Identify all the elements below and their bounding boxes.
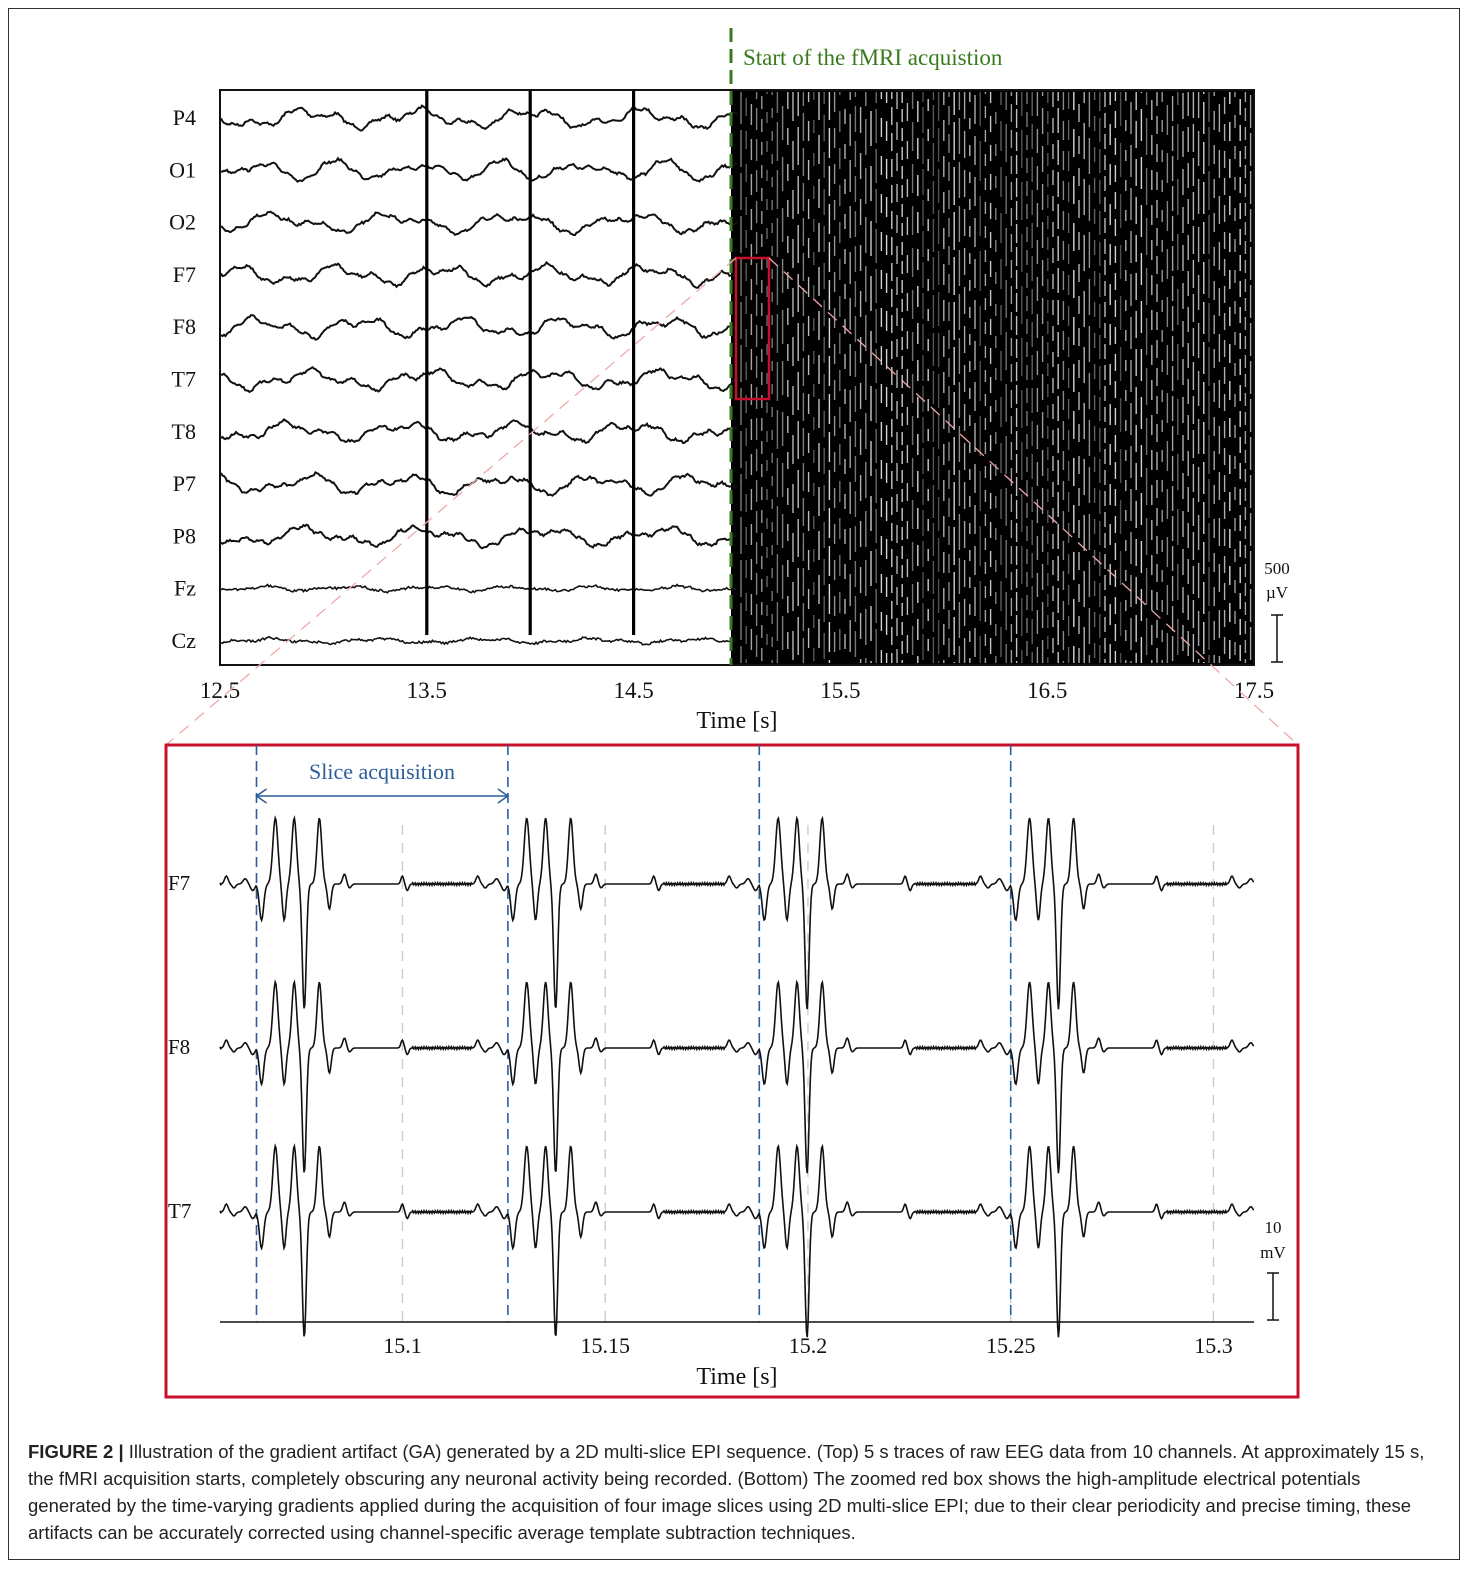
slice-acquisition-label: Slice acquisition — [308, 759, 456, 784]
x-tick-label: 14.5 — [613, 678, 654, 703]
zoom-channel-label: T7 — [168, 1199, 192, 1223]
fmri-onset-label: Start of the fMRI acquistion — [743, 45, 1003, 70]
gradient-spikes — [427, 90, 634, 635]
zoom-link-left — [166, 258, 736, 745]
top-eeg-chart — [169, 28, 1290, 734]
channel-label: O2 — [169, 209, 196, 235]
top-scale-unit: µV — [1265, 583, 1289, 602]
channel-label: T7 — [171, 366, 196, 392]
eeg-trace — [221, 212, 737, 235]
eeg-trace — [221, 262, 737, 287]
x-tick-label: 16.5 — [1027, 678, 1068, 703]
x-tick-label: 12.5 — [199, 678, 241, 703]
x-tick-label: 13.5 — [406, 678, 447, 703]
channel-label: F7 — [172, 261, 196, 287]
caption-label: FIGURE 2 | — [28, 1441, 124, 1462]
channel-label: Cz — [171, 627, 196, 653]
top-scale-bar — [1264, 559, 1290, 662]
channel-label: F8 — [172, 314, 196, 340]
bottom-x-axis-label: Time [s] — [696, 1364, 778, 1390]
zoom-x-tick-label: 15.3 — [1194, 1333, 1233, 1358]
channel-label: P8 — [172, 523, 196, 549]
channel-label: T8 — [171, 418, 196, 444]
zoom-x-tick-label: 15.2 — [788, 1333, 828, 1358]
zoom-x-tick-label: 15.25 — [985, 1333, 1036, 1358]
eeg-trace — [221, 420, 737, 444]
channel-labels — [169, 105, 196, 653]
zoom-x-tick-label: 15.1 — [383, 1333, 422, 1358]
eeg-trace — [221, 585, 737, 593]
eeg-trace — [221, 525, 737, 549]
top-scale-value: 500 — [1264, 559, 1290, 578]
eeg-traces — [221, 106, 737, 645]
eeg-trace — [221, 106, 737, 131]
bottom-scale-unit: mV — [1260, 1243, 1286, 1262]
figure-caption — [28, 1438, 1448, 1546]
bottom-zoom-chart — [166, 745, 1298, 1397]
zoom-channel-label: F7 — [168, 871, 191, 895]
bottom-scale-value: 10 — [1264, 1218, 1282, 1237]
channel-label: O1 — [169, 157, 196, 183]
channel-label: Fz — [174, 575, 196, 601]
eeg-trace — [221, 367, 737, 392]
top-x-axis-label: Time [s] — [696, 708, 778, 734]
zoom-channel-label: F8 — [168, 1035, 191, 1059]
artifact-region — [731, 90, 1254, 665]
channel-label: P7 — [172, 471, 196, 497]
caption-text: Illustration of the gradient artifact (GA) generated by a 2D multi-slice EPI sequence. (Top) 5 s traces of raw EEG data from 10 channels. At approximately 15 s, the fMRI acquisition starts, completely obscuring any neuronal activity being recorded. (Bottom) The zoomed red box shows the high-amplitude electrical potentials generated by the time-varying gradients applied during the acquisition of four image slices using 2D multi-slice EPI; due to their clear periodicity and precise timing, these artifacts can be accurately corrected using channel-specific average template subtraction techniques. — [28, 1441, 1425, 1543]
x-tick-label: 15.5 — [820, 678, 861, 703]
channel-label: P4 — [172, 105, 196, 131]
x-tick-labels — [200, 678, 1274, 703]
zoom-panel-border — [166, 745, 1298, 1397]
x-tick-label: 17.5 — [1233, 678, 1275, 703]
eeg-trace — [221, 315, 737, 340]
zoom-x-tick-label: 15.15 — [580, 1333, 630, 1358]
eeg-trace — [221, 158, 737, 181]
eeg-trace — [221, 637, 737, 645]
eeg-trace — [221, 472, 737, 495]
